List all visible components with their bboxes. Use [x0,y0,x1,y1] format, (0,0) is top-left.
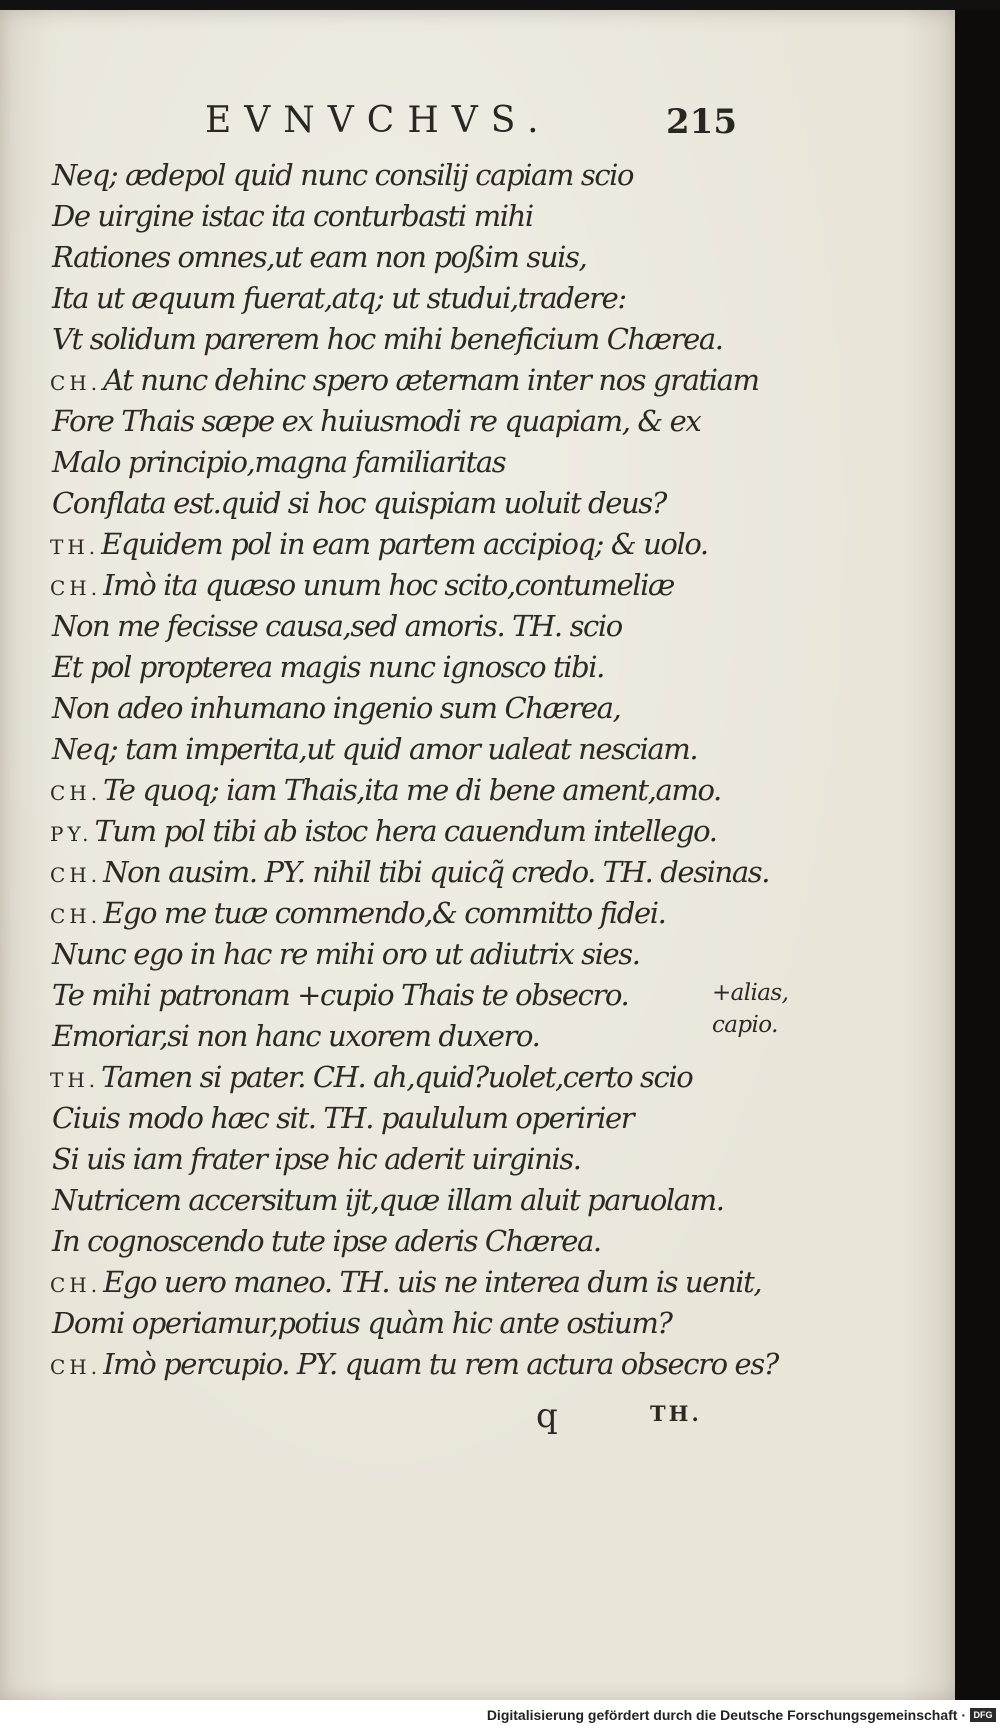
verse-text: Et pol propterea magis nunc ignosco tibi. [52,650,604,684]
verse-text: Equidem pol in eam partem accipioq; & uolo. [101,527,708,561]
verse-text: Imò ita quæso unum hoc scito,contumeliæ [103,568,674,602]
verse-line [50,1262,762,1303]
verse-line [50,196,710,237]
verse-line [50,565,710,606]
verse-line [50,319,723,360]
verse-line [50,893,710,934]
speaker-label: CH. [50,904,102,928]
verse-text: Fore Thais sæpe ex huiusmodi re quapiam, & ex [52,404,701,438]
speaker-label: TH. [50,1068,100,1092]
verse-line [50,688,710,729]
verse-text: Non ausim. PY. nihil tibi quicq̃ credo. TH. desinas. [103,855,770,889]
speaker-label: CH. [50,576,102,600]
verse-text: Te quoq; iam Thais,ita me di bene ament,amo. [103,773,721,807]
verse-text: Tamen si pater. CH. ah,quid?uolet,certo scio [101,1060,693,1094]
verse-line [50,1057,710,1098]
scan-edge-right [955,10,1000,1700]
verse-text: Imò percupio. PY. quam tu rem actura obsecro es? [103,1347,778,1381]
footer-credit: Digitalisierung gefördert durch die Deutsche Forschungsgemeinschaft · [486,1707,966,1723]
verse-text: Ego uero maneo. TH. uis ne interea dum is uenit, [103,1265,762,1299]
speaker-label: TH. [50,535,100,559]
verse-text: Domi operiamur,potius quàm hic ante ostium? [52,1306,672,1340]
verse-text: Ego me tuæ commendo,& committo fidei. [103,896,666,930]
verse-line [50,729,710,770]
verse-text: Nunc ego in hac re mihi oro ut adiutrix sies. [52,937,640,971]
dfg-logo-icon: DFG [970,1708,996,1722]
verse-line [50,1139,710,1180]
verse-line [50,360,759,401]
verse-text: Ita ut æquum fuerat,atq; ut studui,tradere: [52,281,626,315]
catchword: TH. [650,1401,702,1426]
verse-text: Neq; ædepol quid nunc consilij capiam scio [52,158,634,192]
verse-text: At nunc dehinc spero æternam inter nos gratiam [103,363,759,397]
verse-line [50,811,717,852]
verse-text: Emoriar,si non hanc uxorem duxero. [52,1019,540,1053]
speaker-label: PY. [50,822,93,846]
verse-text: Si uis iam frater ipse hic aderit uirginis. [52,1142,581,1176]
verse-text: De uirgine istac ita conturbasti mihi [52,199,533,233]
verse-line [50,483,710,524]
verse-text: Tum pol tibi ab istoc hera cauendum intellego. [94,814,717,848]
verse-text: Non adeo inhumano ingenio sum Chærea, [52,691,621,725]
signature-mark: q [536,1396,558,1436]
verse-line [50,1016,710,1057]
speaker-label: CH. [50,781,102,805]
speaker-label: CH. [50,371,102,395]
verse-text: Conflata est.quid si hoc quispiam uoluit deus? [52,486,666,520]
margin-note-line: capio. [712,1012,778,1038]
verse-line [50,401,710,442]
verse-line [50,1180,724,1221]
verse-text: Neq; tam imperita,ut quid amor ualeat nesciam. [52,732,698,766]
margin-note-line: +alias, [712,980,789,1006]
running-title: EVNVCHVS. [205,100,552,141]
page-number: 215 [666,102,737,142]
verse-line [50,770,721,811]
verse-line [50,442,710,483]
verse-line [50,975,710,1016]
verse-text: Non me fecisse causa,sed amoris. TH. scio [52,609,622,643]
verse-line [50,524,710,565]
verse-text: Te mihi patronam +cupio Thais te obsecro. [52,978,629,1012]
verse-line [50,155,710,196]
speaker-label: CH. [50,1273,102,1297]
speaker-label: CH. [50,1355,102,1379]
verse-line [50,278,710,319]
verse-line [50,852,770,893]
page-header [0,100,960,150]
verse-line [50,237,710,278]
speaker-label: CH. [50,863,102,887]
verse-text: Ciuis modo hæc sit. TH. paululum operirier [52,1101,634,1135]
verse-line [50,1344,778,1385]
book-page [0,10,960,1700]
footer-bar [0,1700,1000,1730]
verse-line [50,934,710,975]
verse-line [50,1221,710,1262]
verse-line [50,606,710,647]
verse-text: Malo principio,magna familiaritas [52,445,506,479]
verse-text: Rationes omnes,ut eam non poßim suis, [52,240,587,274]
verse-line [50,1098,710,1139]
verse-line [50,647,710,688]
verse-text: Vt solidum parerem hoc mihi beneficium Chærea. [52,322,723,356]
verse-text: Nutricem accersitum ijt,quæ illam aluit paruolam. [52,1183,724,1217]
margin-note [712,977,802,1041]
verse-line [50,1303,710,1344]
verse-text: In cognoscendo tute ipse aderis Chærea. [52,1224,601,1258]
